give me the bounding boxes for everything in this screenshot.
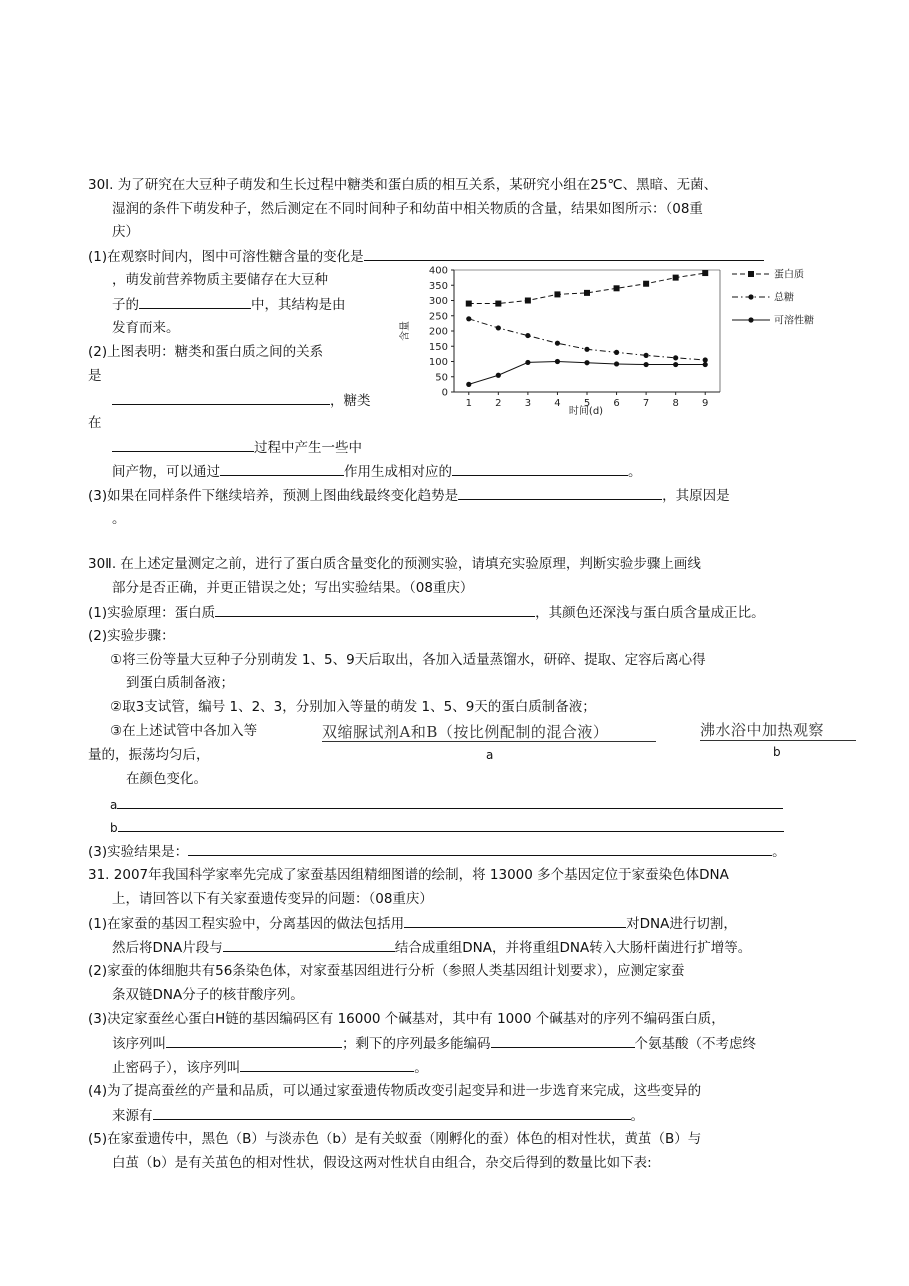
data-point: [614, 285, 620, 291]
data-point: [584, 290, 590, 296]
q31-p3-text-c2: 。: [414, 1060, 428, 1076]
answer-blank[interactable]: [404, 913, 626, 928]
line-chart: [396, 262, 836, 422]
y-tick-label: 50: [435, 372, 448, 384]
q30-2-p1-line: [88, 602, 765, 623]
q30-1-intro-line3: 庆）: [112, 224, 139, 240]
chart-series: [466, 270, 708, 387]
q30-2-step1-line2: 到蛋白质制备液；: [126, 675, 234, 691]
q31-p2-line1: (2)家蚕的体细胞共有56条染色体，对家蚕基因组进行分析（参照人类基因组计划要求），应测定家蚕: [88, 963, 685, 979]
answer-blank[interactable]: [220, 461, 344, 476]
q31-p4-text-b2: 。: [630, 1108, 644, 1124]
data-point: [525, 298, 531, 304]
y-tick-label: 150: [428, 341, 448, 353]
q30-1-p2-text-f1: 间产物，可以通过: [112, 464, 220, 480]
y-axis-label: 含量: [400, 321, 411, 341]
answer-blank[interactable]: [223, 937, 395, 952]
q31-p5-line1: (5)在家蚕遗传中，黑色（B）与淡赤色（b）是有关蚁蚕（刚孵化的蚕）体色的相对性状，黄茧（B）与: [88, 1131, 702, 1147]
q31-p1-line1: [88, 913, 737, 934]
q31-p5-line2: 白茧（b）是有关茧色的相对性状，假设这两对性状自由组合，杂交后得到的数量比如下表:: [112, 1155, 652, 1171]
q30-1-p2-line1: (2)上图表明：糖类和蛋白质之间的关系: [88, 344, 324, 360]
answer-blank[interactable]: [112, 437, 254, 452]
q30-1-p1-text-c2: 中，其结构是由: [251, 297, 346, 313]
answer-blank[interactable]: [452, 461, 628, 476]
answer-blank[interactable]: [364, 246, 764, 261]
data-point: [643, 281, 649, 287]
data-point: [584, 360, 589, 365]
q31-p3-text-b1: 该序列叫: [112, 1036, 166, 1052]
answer-blank[interactable]: [188, 841, 772, 856]
q30-2-p3-line: [88, 841, 786, 862]
q31-p3-text-b3: 个氨基酸（不考虑终: [634, 1036, 756, 1052]
answer-blank[interactable]: [153, 1105, 631, 1120]
underline-a: [322, 741, 656, 742]
q30-2-p2-heading: (2)实验步骤：: [88, 628, 175, 644]
x-tick-label: 3: [524, 398, 532, 409]
legend-label: 总糖: [774, 292, 794, 304]
inserted-handwritten-text-b: 沸水浴中加热观察: [700, 721, 825, 739]
q30-1-p1-line3: [112, 294, 346, 315]
q31-p2-line2: 条双链DNA分子的核苷酸序列。: [112, 987, 304, 1003]
answer-blank[interactable]: [491, 1033, 635, 1048]
q30-1-p3-line1: [88, 485, 730, 506]
data-point: [496, 373, 501, 378]
q31-p1-text-a1: (1)在家蚕的基因工程实验中，分离基因的做法包括用: [88, 916, 405, 932]
y-tick-label: 200: [428, 326, 448, 338]
q30-1-p1-line4: 发育而来。: [112, 320, 180, 336]
y-tick-label: 100: [428, 357, 448, 368]
answer-blank[interactable]: [166, 1033, 342, 1048]
series-line: [469, 273, 705, 304]
x-tick-label: 5: [583, 398, 591, 409]
data-point: [614, 361, 619, 366]
q30-2-intro-line2: 部分是否正确，并更正错误之处；写出实验结果。（08重庆）: [112, 580, 474, 596]
legend-label: 可溶性糖: [774, 315, 814, 327]
q30-2-step3-line3: 在颜色变化。: [126, 771, 207, 787]
q30-1-intro-line1: 30Ⅰ. 为了研究在大豆种子萌发和生长过程中糖类和蛋白质的相互关系，某研究小组在25℃、黑暗、无菌、: [88, 177, 718, 193]
data-point: [525, 333, 530, 338]
data-point: [584, 347, 589, 352]
data-point: [466, 301, 472, 307]
q31-p4-line2: [112, 1105, 644, 1126]
q30-2-p3-text-b: 。: [772, 844, 786, 860]
q30-2-p1-text-a: (1)实验原理：蛋白质: [88, 605, 216, 621]
q30-2-step1-line1: ①将三份等量大豆种子分别萌发 1、5、9天后取出，各加入适量蒸馏水，研碎、提取、定容后离心得: [110, 652, 706, 668]
y-tick-label: 400: [428, 265, 448, 277]
q31-p3-line3: [112, 1057, 428, 1078]
answer-blank[interactable]: [215, 602, 535, 617]
q30-2-step3-line1: ③在上述试管中各加入等: [110, 723, 258, 739]
q30-1-p2-line5: [112, 437, 362, 458]
x-tick-label: 6: [613, 398, 620, 409]
data-point: [525, 360, 530, 365]
q31-intro-line2: 上，请回答以下有关家蚕遗传变异的问题：（08重庆）: [112, 891, 433, 907]
q30-2-p1-text-b: ，其颜色还深浅与蛋白质含量成正比。: [535, 605, 765, 621]
q31-p1-text-b1: 然后将DNA片段与: [112, 940, 223, 956]
chart-axes: [454, 270, 720, 392]
data-point: [644, 362, 649, 367]
data-point: [673, 362, 678, 367]
data-point: [555, 359, 560, 364]
data-point: [555, 341, 560, 346]
q30-1-p2-text-e: 过程中产生一些中: [254, 440, 362, 456]
answer-line-a: [110, 795, 783, 815]
q30-1-p2-text-f2: 作用生成相对应的: [344, 464, 452, 480]
series-line: [469, 319, 705, 360]
q30-1-p1-line2: ，萌发前营养物质主要储存在大豆种: [112, 272, 328, 288]
data-point: [703, 357, 708, 362]
answer-blank[interactable]: [117, 796, 783, 809]
answer-blank[interactable]: [240, 1057, 414, 1072]
q31-p1-line2: [112, 937, 751, 958]
y-tick-label: 300: [428, 296, 448, 307]
y-tick-label: 350: [428, 280, 448, 292]
q30-2-step3-line2: 量的，振荡均匀后，: [88, 747, 210, 763]
answer-blank[interactable]: [139, 294, 251, 309]
x-tick-label: 8: [672, 398, 679, 409]
q31-p3-line2: [112, 1033, 756, 1054]
answer-line-b: [110, 818, 784, 838]
q30-1-p2-line3: [112, 390, 371, 411]
data-point: [466, 382, 471, 387]
x-tick-label: 7: [642, 398, 650, 409]
data-point: [614, 350, 619, 355]
answer-b-label: b: [110, 821, 118, 835]
inserted-handwritten-text-a: 双缩脲试剂A和B（按比例配制的混合液）: [322, 723, 609, 741]
answer-blank[interactable]: [112, 390, 330, 405]
data-point: [495, 301, 501, 307]
legend-marker: [748, 271, 754, 277]
answer-blank[interactable]: [118, 819, 784, 832]
q30-2-step2: ②取3支试管，编号 1、2、3，分别加入等量的萌发 1、5、9天的蛋白质制备液；: [110, 699, 596, 715]
data-point: [702, 270, 708, 276]
q31-intro-line1: 31. 2007年我国科学家率先完成了家蚕基因组精细图谱的绘制，将 13000 多个基因定位于家蚕染色体DNA: [88, 867, 729, 883]
q30-1-p3-line2: 。: [112, 511, 126, 527]
data-point: [496, 325, 501, 330]
data-point: [466, 316, 471, 321]
data-point: [673, 275, 679, 281]
q30-2-intro-line1: 30Ⅱ. 在上述定量测定之前，进行了蛋白质含量变化的预测实验，请填充实验原理，判断实验步骤上画线: [88, 556, 701, 572]
q31-p1-text-a2: 对DNA进行切割，: [626, 916, 737, 932]
x-axis-label: 时间(d): [568, 406, 604, 417]
q30-1-intro-line2: 湿润的条件下萌发种子，然后测定在不同时间种子和幼苗中相关物质的含量，结果如图所示：（08重: [112, 201, 703, 217]
q31-p3-line1: (3)决定家蚕丝心蛋白H链的基因编码区有 16000 个碱基对，其中有 1000 个碱基对的序列不编码蛋白质，: [88, 1011, 725, 1027]
q31-p4-text-b1: 来源有: [112, 1108, 153, 1124]
q31-p3-text-c1: 止密码子），该序列叫: [112, 1060, 241, 1076]
q30-1-p3-text-a: (3)如果在同样条件下继续培养，预测上图曲线最终变化趋势是: [88, 488, 459, 504]
q30-2-p3-text-a: (3)实验结果是：: [88, 844, 189, 860]
data-point: [703, 362, 708, 367]
label-b: b: [773, 745, 781, 759]
q30-1-p3-text-b: ，其原因是: [662, 488, 730, 504]
x-tick-label: 9: [702, 398, 709, 409]
x-tick-label: 4: [554, 398, 561, 409]
q30-1-p2-text-c: ，糖类: [330, 393, 371, 409]
answer-a-label: a: [110, 798, 118, 812]
q30-1-p2-line2: 是: [88, 368, 102, 384]
legend-marker: [748, 317, 753, 322]
q30-1-p1-text-a: (1)在观察时间内，图中可溶性糖含量的变化是: [88, 249, 364, 265]
q30-1-p2-text-f3: 。: [628, 464, 642, 480]
chart-legend: [732, 268, 814, 327]
y-axis-ticks: [429, 266, 454, 399]
data-point: [644, 353, 649, 358]
q31-p4-line1: (4)为了提高蚕丝的产量和品质，可以通过家蚕遗传物质改变引起变异和进一步选育来完成，这些变异的: [88, 1083, 702, 1099]
q31-p1-text-b2: 结合成重组DNA，并将重组DNA转入大肠杆菌进行扩增等。: [394, 940, 752, 956]
legend-marker: [748, 294, 753, 299]
data-point: [554, 291, 560, 297]
x-tick-label: 2: [495, 398, 502, 409]
underline-b: [700, 740, 856, 741]
legend-label: 蛋白质: [774, 269, 804, 281]
label-a: a: [486, 748, 494, 762]
q30-1-p2-line6: [112, 461, 642, 482]
q30-1-p1-text-c1: 子的: [112, 297, 139, 313]
x-tick-label: 1: [465, 398, 472, 409]
y-tick-label: 0: [441, 387, 448, 399]
q31-p3-text-b2: ；剩下的序列最多能编码: [342, 1036, 491, 1052]
q30-1-p2-line4: 在: [88, 415, 102, 431]
answer-blank[interactable]: [458, 485, 662, 500]
y-tick-label: 250: [428, 311, 448, 323]
data-point: [673, 355, 678, 360]
